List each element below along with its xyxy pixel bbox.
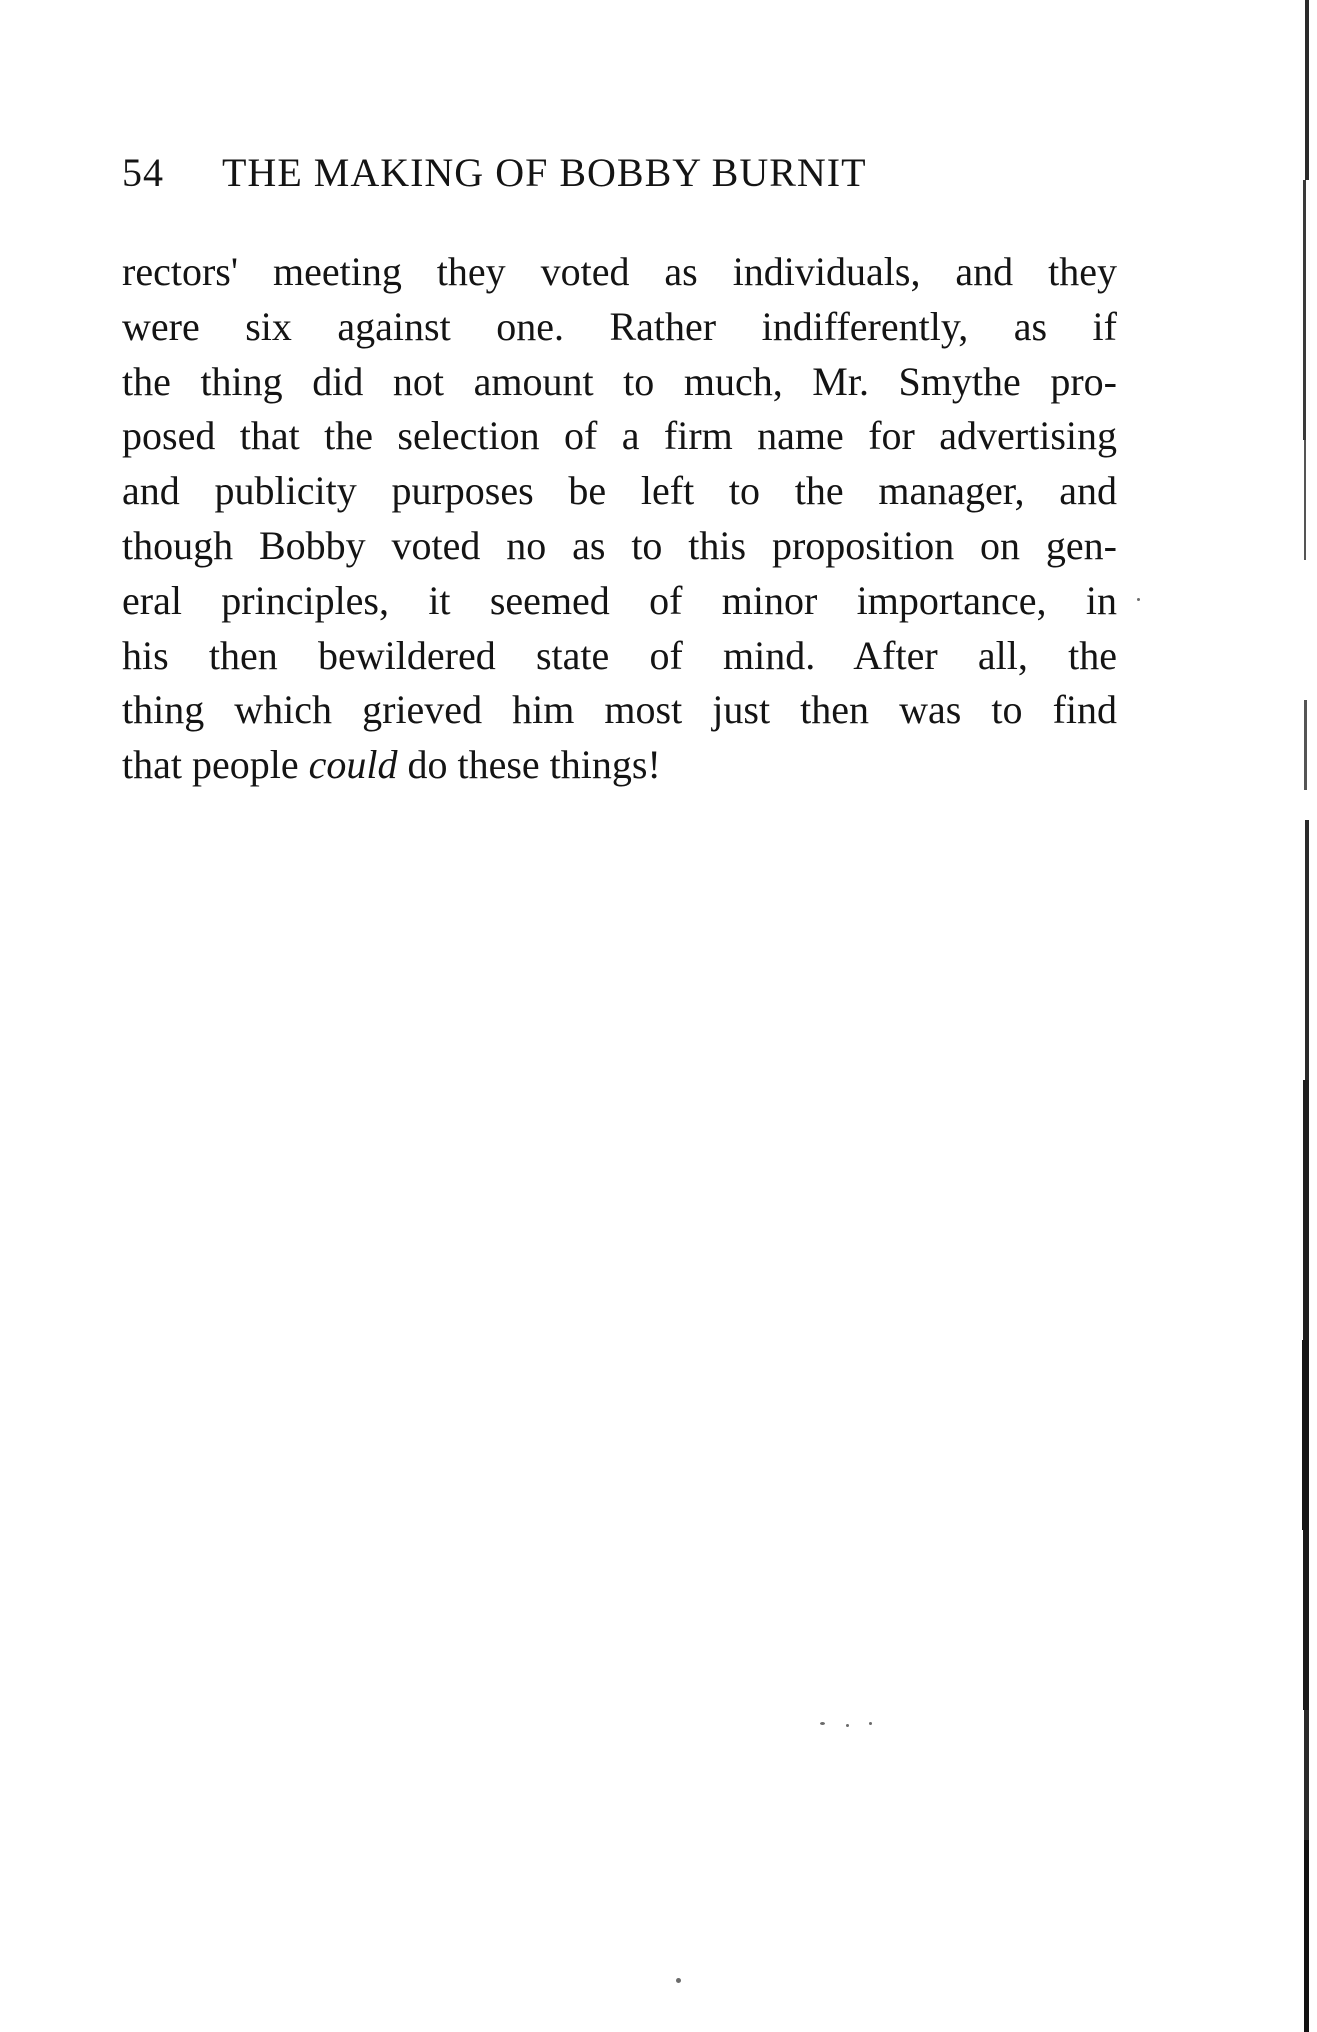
text-line: posed that the selection of a firm name for advertising (122, 413, 1117, 459)
text-segment: that people (122, 742, 309, 788)
text-line: and publicity purposes be left to the manager, and (122, 468, 1117, 514)
text-line: his then bewildered state of mind. After all, the (122, 632, 1117, 678)
text-line-last (122, 738, 1117, 793)
paper-speck (869, 1722, 872, 1725)
paper-speck (846, 1724, 849, 1727)
text-line: though Bobby voted no as to this proposition on gen- (122, 522, 1117, 568)
paper-speck (676, 1978, 681, 1983)
text-line: rectors' meeting they voted as individuals, and they (122, 249, 1117, 294)
text-segment: do these things! (397, 742, 661, 788)
paper-speck (1137, 598, 1140, 601)
text-line: were six against one. Rather indifferently, as if (122, 303, 1117, 349)
italic-emphasis: could (308, 742, 398, 788)
page-number: 54 (122, 150, 164, 195)
body-paragraph (122, 245, 1117, 793)
text-line: thing which grieved him most just then was to find (122, 687, 1117, 733)
paper-speck (820, 1722, 825, 1725)
text-line: eral principles, it seemed of minor importance, in (122, 577, 1117, 623)
binding-shadow (1277, 0, 1317, 2032)
text-line: the thing did not amount to much, Mr. Smythe pro- (122, 358, 1117, 404)
book-title: THE MAKING OF BOBBY BURNIT (222, 150, 867, 195)
running-head (122, 148, 1122, 198)
